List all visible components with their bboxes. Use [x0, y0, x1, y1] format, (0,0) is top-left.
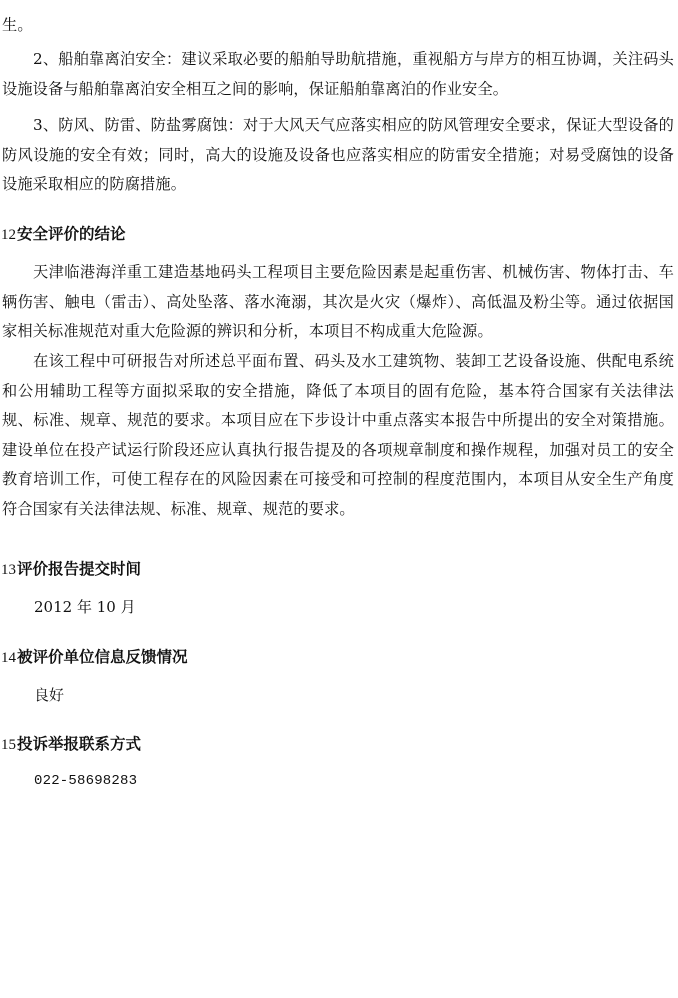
section-13-heading: [1, 558, 141, 581]
recommendation-item-3: 3、防风、防雷、防盐雾腐蚀：对于大风天气应落实相应的防风管理安全要求，保证大型设备的防风设施的安全有效；同时，高大的设施及设备也应落实相应的防雷安全措施；对易受腐蚀的设备设施采取相应的防腐措施。: [2, 116, 674, 193]
section-12-paragraph-2: 在该工程中可研报告对所述总平面布置、码头及水工建筑物、装卸工艺设备设施、供配电系统和公用辅助工程等方面拟采取的安全措施，降低了本项目的固有危险，基本符合国家有关法律法规、标准、规章、规范的要求。本项目应在下步设计中重点落实本报告中所提出的安全对策措施。建设单位在投产试运行阶段还应认真执行报告提及的各项规章制度和操作规程，加强对员工的安全教育培训工作，可使工程存在的风险因素在可接受和可控制的程度范围内，本项目从安全生产角度符合国家有关法律法规、标准、规章、规范的要求。: [2, 352, 674, 518]
recommendation-item-2: 2、船舶靠离泊安全：建议采取必要的船舶导助航措施，重视船方与岸方的相互协调，关注码头设施设备与船舶靠离泊安全相互之间的影响，保证船舶靠离泊的作业安全。: [2, 50, 674, 98]
section-15-contact-phone: 022-58698283: [34, 773, 138, 789]
section-14-title: 被评价单位信息反馈情况: [17, 647, 188, 666]
section-15-title: 投诉举报联系方式: [17, 734, 142, 753]
section-13-number: 13: [1, 562, 16, 578]
section-12-paragraph-1: 天津临港海洋重工建造基地码头工程项目主要危险因素是起重伤害、机械伤害、物体打击、车辆伤害、触电（雷击）、高处坠落、落水淹溺，其次是火灾（爆炸）、高低温及粉尘等。通过依据国家相关标准规范对重大危险源的辨识和分析，本项目不构成重大危险源。: [2, 263, 674, 340]
section-12-number: 12: [1, 227, 16, 243]
section-13-title: 评价报告提交时间: [17, 559, 142, 578]
section-13-submission-date: 2012 年 10 月: [34, 598, 136, 616]
section-15-number: 15: [1, 737, 16, 753]
section-12-heading: [1, 223, 126, 246]
section-15-heading: [1, 733, 141, 756]
section-14-feedback: 良好: [34, 686, 65, 704]
intro-fragment: 生。: [2, 16, 33, 34]
section-14-heading: [1, 646, 188, 669]
section-14-number: 14: [1, 650, 16, 666]
section-12-title: 安全评价的结论: [17, 224, 126, 243]
